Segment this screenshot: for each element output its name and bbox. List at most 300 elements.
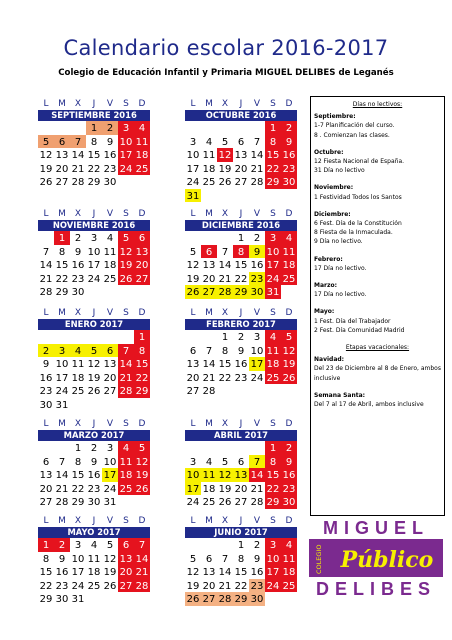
day-cell: 26 (218, 177, 232, 188)
day-cell: 19 (218, 163, 232, 175)
month-title: OCTUBRE 2016 (185, 110, 297, 121)
day-cell: 3 (90, 233, 98, 244)
weekday-label: L (43, 99, 49, 109)
section-title: Diciembre: (314, 210, 351, 218)
day-cell: 25 (71, 386, 85, 397)
day-cell: 25 (202, 177, 216, 188)
weekday-label: M (205, 516, 213, 526)
day-cell: 11 (119, 456, 133, 468)
weekday-label: J (92, 516, 96, 526)
weekday-label: D (138, 419, 146, 429)
day-cell: 17 (266, 567, 280, 578)
day-cell: 11 (202, 470, 216, 481)
day-cell: 29 (266, 497, 280, 508)
day-cell: 8 (58, 246, 66, 258)
day-cell: 22 (55, 273, 69, 285)
day-cell: 7 (58, 456, 66, 468)
day-cell: 28 (55, 497, 69, 508)
day-cell: 19 (186, 580, 200, 592)
day-cell: 16 (103, 150, 117, 161)
empty-day (38, 121, 54, 135)
day-cell: 14 (218, 260, 232, 271)
day-cell: 8 (221, 345, 229, 357)
day-cell: 12 (282, 345, 296, 357)
month-calendar (38, 307, 152, 411)
month-title: FEBRERO 2017 (185, 319, 297, 330)
day-cell: 18 (202, 483, 216, 495)
day-cell: 16 (87, 470, 101, 481)
day-cell: 17 (119, 150, 133, 161)
day-cell: 1 (38, 538, 54, 552)
day-cell: 24 (266, 580, 280, 592)
day-cell: 24 (186, 497, 200, 508)
month-calendar (38, 418, 152, 509)
weekday-label: X (221, 99, 229, 109)
day-cell: 23 (282, 163, 296, 175)
day-cell: 15 (266, 470, 280, 481)
day-cell: 10 (55, 359, 69, 370)
weekday-header (185, 418, 299, 430)
day-cell: 22 (87, 163, 101, 175)
weekday-label: M (205, 308, 213, 318)
day-cell: 29 (135, 386, 149, 397)
day-cell: 18 (282, 260, 296, 271)
day-cell: 20 (234, 163, 248, 175)
month-days (38, 121, 152, 189)
day-cell: 9 (90, 456, 98, 468)
day-cell: 30 (71, 287, 85, 298)
day-cell: 30 (39, 399, 53, 411)
day-cell: 7 (42, 246, 50, 258)
weekday-label: V (106, 99, 114, 109)
month-days (185, 441, 299, 509)
weekday-label: D (285, 209, 293, 219)
day-cell: 2 (281, 441, 297, 455)
weekday-label: D (138, 209, 146, 219)
day-cell: 2 (237, 332, 245, 343)
day-cell: 17 (103, 470, 117, 481)
day-cell: 13 (234, 150, 248, 161)
day-cell: 29 (266, 177, 280, 188)
section-line: 12 Fiesta Nacional de España. (314, 158, 405, 166)
day-cell: 2 (54, 538, 70, 552)
panel-sections (314, 112, 441, 335)
day-cell: 5 (221, 136, 229, 148)
day-cell: 8 (265, 455, 281, 469)
day-cell: 5 (189, 553, 197, 565)
weekday-label: S (123, 516, 129, 526)
day-cell: 6 (237, 136, 245, 148)
month-calendar (185, 307, 299, 398)
day-cell: 24 (266, 273, 280, 285)
day-cell: 4 (281, 538, 297, 552)
day-cell: 5 (189, 246, 197, 258)
day-cell: 4 (205, 456, 213, 468)
non-school-days-panel (310, 96, 445, 516)
day-cell: 8 (134, 344, 150, 358)
day-cell: 20 (186, 372, 200, 384)
day-cell: 13 (119, 553, 133, 565)
section-title: Navidad: (314, 356, 345, 364)
month-days (185, 231, 299, 299)
day-cell: 30 (87, 497, 101, 508)
day-cell: 7 (221, 553, 229, 565)
month-calendar (38, 98, 152, 189)
section-title: Noviembre: (314, 184, 354, 192)
day-cell: 16 (55, 567, 69, 578)
day-cell: 20 (135, 260, 149, 271)
day-cell: 25 (119, 483, 133, 495)
day-cell: 21 (250, 483, 264, 495)
day-cell: 19 (103, 567, 117, 578)
day-cell: 22 (135, 372, 149, 384)
weekday-label: D (285, 308, 293, 318)
day-cell: 29 (234, 594, 248, 605)
day-cell: 31 (103, 497, 117, 508)
day-cell: 21 (119, 372, 133, 384)
logo-side-text: COLEGIO (315, 544, 323, 574)
day-cell: 25 (135, 163, 149, 175)
section-line: 9 Día no lectivo. (314, 238, 363, 246)
day-cell: 27 (202, 594, 216, 605)
day-cell: 28 (135, 580, 149, 592)
day-cell: 21 (55, 483, 69, 495)
empty-day (217, 441, 233, 455)
day-cell: 21 (250, 163, 264, 175)
day-cell: 13 (103, 359, 117, 370)
day-cell: 11 (282, 246, 296, 258)
day-cell: 5 (221, 456, 229, 468)
logo-top-text: MIGUEL (323, 518, 429, 538)
day-cell: 2 (253, 233, 261, 244)
day-cell: 6 (201, 245, 217, 259)
day-cell: 9 (249, 245, 265, 259)
empty-day (102, 330, 118, 344)
day-cell: 12 (135, 456, 149, 468)
month-calendar (185, 98, 299, 202)
month-title: MAYO 2017 (38, 527, 150, 538)
weekday-label: J (239, 516, 243, 526)
section-title: Semana Santa: (314, 391, 366, 399)
month-days (185, 330, 299, 398)
day-cell: 26 (282, 372, 296, 384)
vacations-heading: Etapas vacacionales: (345, 344, 410, 352)
day-cell: 26 (87, 386, 101, 397)
day-cell: 14 (202, 359, 216, 370)
day-cell: 8 (265, 135, 281, 149)
day-cell: 4 (70, 344, 86, 358)
weekday-label: L (43, 516, 49, 526)
day-cell: 27 (39, 497, 53, 508)
day-cell: 6 (189, 345, 197, 357)
day-cell: 12 (218, 470, 232, 481)
day-cell: 23 (55, 580, 69, 592)
month-calendar (185, 515, 299, 606)
day-cell: 16 (282, 470, 296, 481)
day-cell: 25 (202, 497, 216, 508)
day-cell: 1 (221, 332, 229, 343)
day-cell: 15 (87, 150, 101, 161)
day-cell: 23 (282, 483, 296, 495)
day-cell: 18 (103, 260, 117, 271)
day-cell: 3 (74, 540, 82, 551)
day-cell: 26 (119, 273, 133, 285)
day-cell: 25 (282, 580, 296, 592)
day-cell: 15 (135, 359, 149, 370)
day-cell: 24 (87, 273, 101, 285)
day-cell: 17 (71, 567, 85, 578)
weekday-label: J (92, 209, 96, 219)
day-cell: 7 (134, 538, 150, 552)
day-cell: 12 (87, 359, 101, 370)
section-line: 6 Fest. Día de la Constitución (314, 220, 402, 228)
weekday-label: L (190, 516, 196, 526)
day-cell: 14 (135, 553, 149, 565)
section-line: 17 Día no lectivo. (314, 291, 367, 299)
weekday-label: V (253, 308, 261, 318)
day-cell: 13 (39, 470, 53, 481)
empty-day (201, 330, 217, 344)
day-cell: 25 (282, 273, 296, 285)
weekday-label: M (58, 516, 66, 526)
day-cell: 27 (55, 177, 69, 188)
day-cell: 3 (265, 538, 281, 552)
day-cell: 14 (119, 359, 133, 370)
day-cell: 19 (39, 163, 53, 175)
day-cell: 7 (70, 135, 86, 149)
section-line: 1 Fest. Día del Trabajador (314, 317, 391, 325)
weekday-header (38, 418, 152, 430)
day-cell: 9 (237, 345, 245, 357)
day-cell: 3 (189, 136, 197, 148)
weekday-label: M (58, 99, 66, 109)
weekday-label: J (239, 419, 243, 429)
day-cell: 24 (250, 372, 264, 384)
weekday-header (185, 307, 299, 319)
empty-day (118, 330, 134, 344)
day-cell: 12 (39, 150, 53, 161)
empty-day (54, 121, 70, 135)
day-cell: 30 (55, 594, 69, 605)
day-cell: 14 (55, 470, 69, 481)
logo-middle-text: Público (340, 547, 434, 573)
month-calendar (38, 515, 152, 606)
day-cell: 5 (106, 540, 114, 551)
day-cell: 12 (186, 260, 200, 271)
day-cell: 21 (218, 273, 232, 285)
day-cell: 24 (103, 483, 117, 495)
day-cell: 17 (87, 260, 101, 271)
empty-day (70, 330, 86, 344)
day-cell: 27 (103, 386, 117, 397)
section-line: Del 23 de Diciembre al 8 de Enero, ambos inclusive (314, 365, 441, 382)
empty-day (249, 121, 265, 135)
day-cell: 12 (186, 567, 200, 578)
empty-day (185, 441, 201, 455)
day-cell: 14 (250, 470, 264, 481)
weekday-label: X (74, 516, 82, 526)
day-cell: 16 (282, 150, 296, 161)
weekday-label: M (58, 209, 66, 219)
month-days (38, 441, 152, 509)
weekday-label: M (205, 209, 213, 219)
day-cell: 7 (205, 345, 213, 357)
day-cell: 27 (202, 287, 216, 298)
section-line: 17 Día no lectivo. (314, 264, 367, 272)
day-cell: 12 (119, 246, 133, 258)
section-line: 8 . Comienzan las clases. (314, 131, 390, 139)
day-cell: 15 (71, 470, 85, 481)
day-cell: 19 (135, 470, 149, 481)
day-cell: 8 (74, 456, 82, 468)
section-line: 1-7 Planificación del curso. (314, 122, 395, 130)
day-cell: 30 (282, 497, 296, 508)
month-title: SEPTIEMBRE 2016 (38, 110, 150, 121)
day-cell: 15 (234, 260, 248, 271)
day-cell: 3 (106, 443, 114, 454)
day-cell: 29 (39, 594, 53, 605)
weekday-label: J (239, 308, 243, 318)
weekday-header (38, 208, 152, 220)
day-cell: 13 (234, 470, 248, 481)
day-cell: 1 (237, 233, 245, 244)
month-days (38, 231, 152, 299)
weekday-label: D (285, 516, 293, 526)
day-cell: 23 (39, 386, 53, 397)
empty-day (86, 330, 102, 344)
day-cell: 11 (71, 359, 85, 370)
day-cell: 28 (218, 594, 232, 605)
day-cell: 10 (186, 470, 200, 481)
day-cell: 19 (87, 372, 101, 384)
day-cell: 22 (234, 273, 248, 285)
day-cell: 22 (39, 580, 53, 592)
day-cell: 17 (250, 359, 264, 370)
day-cell: 21 (71, 163, 85, 175)
empty-day (185, 231, 201, 245)
section-line: 1 Festividad Todos los Santos (314, 193, 402, 201)
day-cell: 20 (55, 163, 69, 175)
weekday-header (185, 208, 299, 220)
day-cell: 7 (221, 246, 229, 258)
day-cell: 3 (54, 344, 70, 358)
day-cell: 10 (103, 456, 117, 468)
day-cell: 24 (55, 386, 69, 397)
month-days (185, 121, 299, 202)
weekday-label: L (43, 209, 49, 219)
day-cell: 27 (234, 497, 248, 508)
section-title: Febrero: (314, 255, 343, 263)
day-cell: 23 (234, 372, 248, 384)
weekday-label: D (285, 419, 293, 429)
weekday-label: X (221, 209, 229, 219)
weekday-label: S (123, 209, 129, 219)
weekday-label: L (43, 308, 49, 318)
day-cell: 10 (266, 246, 280, 258)
empty-day (201, 231, 217, 245)
day-cell: 7 (249, 455, 265, 469)
day-cell: 28 (202, 386, 216, 397)
weekday-label: V (106, 308, 114, 318)
day-cell: 30 (103, 177, 117, 188)
day-cell: 16 (71, 260, 85, 271)
day-cell: 25 (266, 372, 280, 384)
day-cell: 2 (281, 121, 297, 135)
weekday-label: X (74, 419, 82, 429)
day-cell: 31 (266, 287, 280, 298)
day-cell: 15 (266, 150, 280, 161)
weekday-label: J (239, 99, 243, 109)
weekday-label: L (190, 308, 196, 318)
weekday-label: D (138, 516, 146, 526)
section-line: 2 Fest. Día Comunidad Madrid (314, 326, 405, 334)
weekday-label: V (253, 516, 261, 526)
weekday-label: J (92, 99, 96, 109)
day-cell: 3 (189, 456, 197, 468)
day-cell: 18 (282, 567, 296, 578)
day-cell: 21 (135, 567, 149, 578)
day-cell: 26 (103, 580, 117, 592)
day-cell: 20 (202, 580, 216, 592)
day-cell: 23 (87, 483, 101, 495)
day-cell: 31 (71, 594, 85, 605)
day-cell: 11 (87, 553, 101, 565)
day-cell: 28 (39, 287, 53, 298)
day-cell: 18 (71, 372, 85, 384)
weekday-label: S (270, 308, 276, 318)
weekday-label: X (74, 308, 82, 318)
day-cell: 3 (118, 121, 134, 135)
day-cell: 19 (119, 260, 133, 271)
weekday-label: M (58, 419, 66, 429)
empty-day (217, 231, 233, 245)
weekday-header (185, 515, 299, 527)
day-cell: 19 (218, 483, 232, 495)
day-cell: 13 (186, 359, 200, 370)
weekday-label: X (74, 209, 82, 219)
month-calendar (185, 418, 299, 509)
day-cell: 10 (119, 136, 133, 148)
day-cell: 30 (250, 594, 264, 605)
month-days (185, 538, 299, 606)
day-cell: 11 (135, 136, 149, 148)
day-cell: 21 (218, 580, 232, 592)
weekday-header (38, 307, 152, 319)
empty-day (201, 121, 217, 135)
day-cell: 4 (90, 540, 98, 551)
day-cell: 10 (186, 150, 200, 161)
weekday-label: S (270, 209, 276, 219)
weekday-label: S (270, 99, 276, 109)
day-cell: 22 (266, 163, 280, 175)
day-cell: 2 (74, 233, 82, 244)
day-cell: 20 (39, 483, 53, 495)
empty-day (217, 538, 233, 552)
day-cell: 28 (250, 497, 264, 508)
day-cell: 5 (281, 330, 297, 344)
day-cell: 16 (250, 260, 264, 271)
empty-day (185, 330, 201, 344)
page-title: Calendario escolar 2016-2017 (63, 36, 389, 60)
day-cell: 2 (38, 344, 54, 358)
day-cell: 15 (39, 567, 53, 578)
day-cell: 21 (39, 273, 53, 285)
day-cell: 22 (218, 372, 232, 384)
day-cell: 6 (102, 344, 118, 358)
day-cell: 26 (218, 497, 232, 508)
day-cell: 4 (134, 121, 150, 135)
day-cell: 16 (39, 372, 53, 384)
